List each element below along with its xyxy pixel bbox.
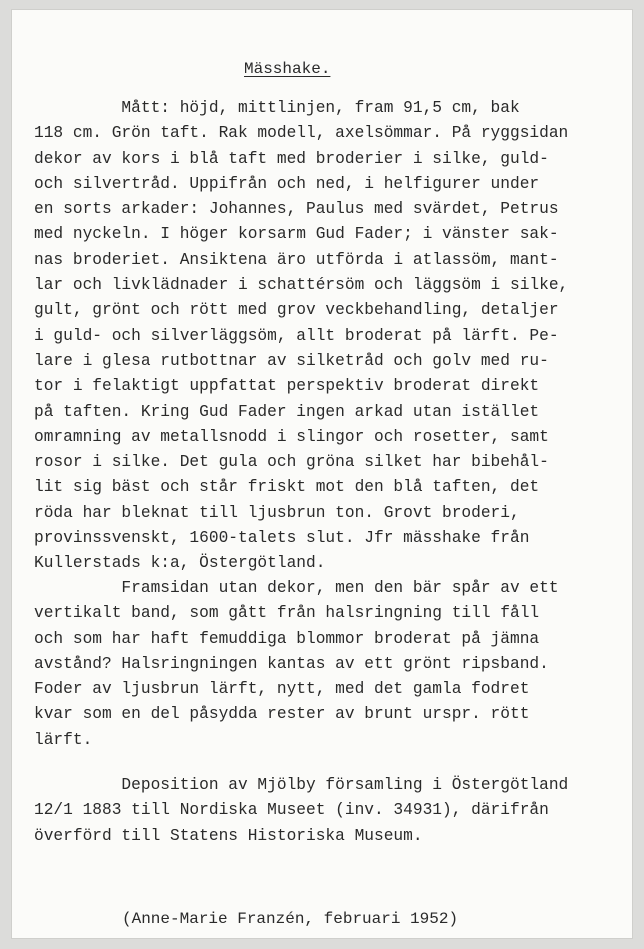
document-title: Mässhake. [244, 60, 331, 78]
front-side-paragraph: Framsidan utan dekor, men den bär spår av ett vertikalt band, som gått från halsringning till fåll och som har haft femuddiga blommor broderat på jämna avstånd? Halsringningen kantas av ett grönt ripsband. Foder av ljusbrun lärft, nytt, med det gamla fodret kvar som en del påsydda rester av brunt urspr. rött lärft. [34, 579, 559, 749]
author-signature: (Anne-Marie Franzén, februari 1952) [122, 910, 459, 928]
deposition-paragraph: Deposition av Mjölby församling i Östergötland 12/1 1883 till Nordiska Museet (inv. 34931), därifrån överförd till Statens Historiska Museum. [34, 776, 569, 845]
index-card [12, 10, 632, 938]
description-paragraph: Mått: höjd, mittlinjen, fram 91,5 cm, bak 118 cm. Grön taft. Rak modell, axelsömmar. På ryggsidan dekor av kors i blå taft med broderier i silke, guld- och silvertråd. Uppifrån och ned, i helfigurer under en sorts arkader: Johannes, Paulus med svärdet, Petrus med nyckeln. I höger korsarm Gud Fader; i vänster sak- nas broderiet. Ansiktena äro utförda i atlassöm, mant- lar och livklädnader i schattérsöm och läggsöm i silke, gult, grönt och rött med grov veckbehandling, detaljer i guld- och silverläggsöm, allt broderat på lärft. Pe- lare i glesa rutbottnar av silketråd och golv med ru- tor i felaktigt uppfattat perspektiv broderat direkt på taften. Kring Gud Fader ingen arkad utan istället omramning av metallsnodd i slingor och rosetter, samt rosor i silke. Det gula och gröna silket har bibehål- lit sig bäst och står friskt mot den blå taften, det röda har bleknat till ljusbrun ton. Grovt broderi, provinssvenskt, 1600-talets slut. Jfr mässhake från Kullerstads k:a, Östergötland. [34, 99, 569, 573]
